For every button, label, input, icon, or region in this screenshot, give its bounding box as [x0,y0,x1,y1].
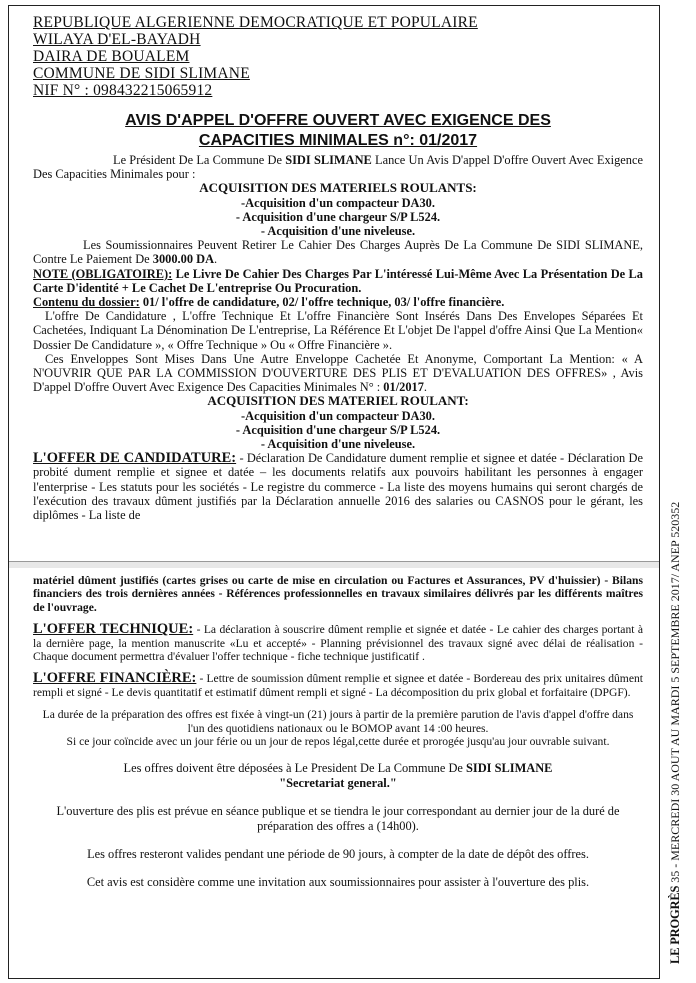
retrait-paragraph: Les Soumissionnaires Peuvent Retirer Le Cahier Des Charges Auprès De La Commune De SIDI SLIMANE, Contre Le Paiement De 3000.00 DA. [33,238,643,267]
duree-paragraph: La durée de la préparation des offres est fixée à vingt-un (21) jours à partir de la première parution de l'avis d'appel d'offre dans l'un des quotidiens nationaux ou le BOMOP avant 14 :00 heures. [42,708,634,735]
acquisition-item-3: - Acquisition d'une niveleuse. [260,224,416,239]
depot-secretariat: "Secretariat general." [279,776,397,791]
candidature-label: L'OFFER DE CANDIDATURE: [33,450,237,467]
acquisition2-item-2: - Acquisition d'une chargeur S/P L524. [235,422,441,437]
header-wilaya: WILAYA D'EL-BAYADH [33,31,201,48]
retrait-amount: 3000.00 DA [152,252,215,267]
contenu-paragraph: Contenu du dossier: 01/ l'offre de candidature, 02/ l'offre technique, 03/ l'offre financière. [33,295,505,310]
acquisition-item-1: -Acquisition d'un compacteur DA30. [241,195,435,210]
ouverture-paragraph: L'ouverture des plis est prévue en séance publique et se tiendra le jour correspondant au dernier jour de la duré de préparation des offres a (14h00). [56,804,620,834]
acquisition-item-2: - Acquisition d'une chargeur S/P L524. [235,209,441,224]
validite-paragraph: Les offres resteront valides pendant une période de 90 jours, à compter de la date de dépôt des offres. [87,847,589,862]
notice-title-line2: CAPACITIES MINIMALES n°: 01/2017 [198,132,478,149]
depot-commune: SIDI SLIMANE [466,761,553,776]
newspaper-brand: LE PROGRÈS [668,885,682,964]
financiere-label: L'OFFRE FINANCIÈRE: [33,670,197,687]
note-paragraph: NOTE (OBLIGATOIRE): Le Livre De Cahier Des Charges Par L'intéressé Lui-Même Avec La Présentation De La Carte D'identité + Le Cachet De L'entreprise Ou Procuration. [33,266,643,295]
lower-panel [9,568,659,976]
newspaper-date-ref: 35 - MERCREDI 30 AOUT AU MARDI 5 SEPTEMBRE 2017/ ANEP 520352 [668,501,682,886]
enveloppes-paragraph: L'offre De Candidature , L'offre Technique Et L'offre Financière Sont Insérés Dans Des Envelopes Séparées Et Cachetées, Indiquant La Dénomination De L'entreprise, La Référence Et L'objet De l'appel d'offre Ainsi Que La Mention« Dossier De Candidature », « Offre Technique » Ou « Offre Financière ». [33,309,643,352]
header-republic: REPUBLIQUE ALGERIENNE DEMOCRATIQUE ET POPULAIRE [33,14,478,31]
invitation-paragraph: Cet avis est considère comme une invitation aux soumissionnaires pour assister à l'ouverture des plis. [86,875,590,890]
prorogation-paragraph: Si ce jour coïncide avec un jour férie ou un jour de repos légal,cette durée et prorogée jusqu'au jour ouvrable suivant. [66,735,610,749]
header-daira: DAIRA DE BOUALEM [33,48,190,65]
technique-label: L'OFFER TECHNIQUE: [33,621,194,638]
financiere-paragraph: L'OFFRE FINANCIÈRE: - Lettre de soumission dûment remplie et signee et datée - Bordereau des prix unitaires dûment rempli et signé - Le devis quantitatif et estimatif dûment rempli et signé - La décomposition du prix global et forfaitaire (DPGF). [33,670,643,699]
intro-commune: SIDI SLIMANE [285,153,372,167]
acquisition-heading: ACQUISITION DES MATERIELS ROULANTS: [199,180,477,196]
candidature-paragraph: L'OFFER DE CANDIDATURE: - Déclaration De Candidature dument remplie et signee et datée - Déclaration De probité dument remplie et signee et datée – les documents relatifs aux pouvoirs habilitant les personnes à engager l'enterprise - Les statuts pour les sociétés - Le registre du commerce - La liste des moyens humains qui seront chargés de l'exécution des travaux dûment justifiés par la Déclaration annuelle 2016 des salaries ou CASNOS pour le gérant, les diplômes - La liste de [33,450,643,523]
notice-title-line1: AVIS D'APPEL D'OFFRE OUVERT AVEC EXIGENCE DES [125,112,551,129]
header-commune: COMMUNE DE SIDI SLIMANE [33,65,250,82]
mention-ref: 01/2017 [383,380,424,395]
acquisition2-item-3: - Acquisition d'une niveleuse. [260,437,416,452]
header-nif: NIF N° : 098432215065912 [33,82,213,99]
newspaper-sidebar-caption [668,404,683,964]
candidature-continued: matériel dûment justifiés (cartes grises ou carte de mise en circulation ou Factures et Assurances, PV d'huissier) - Bilans financiers des trois dernières années - Références professionnelles en travaux similaires délivrés par les différents maîtres de l'ouvrage. [33,574,643,614]
upper-panel [9,6,659,561]
acquisition2-heading: ACQUISITION DES MATERIEL ROULANT: [207,393,469,409]
intro-paragraph: Le Président De La Commune De SIDI SLIMANE Lance Un Avis D'appel D'offre Ouvert Avec Exigence Des Capacities Minimales pour : [33,153,643,182]
acquisition2-item-1: -Acquisition d'un compacteur DA30. [241,408,435,423]
newspaper-clipping [8,5,660,979]
technique-paragraph: L'OFFER TECHNIQUE: - La déclaration à souscrire dûment remplie et signée et datée - Le cahier des charges portant à la dernière page, la mention manuscrite «Lu et accepté» - Planning prévisionnel des travaux signé avec délai de réalisation - Chaque document permettra d'évaluer l'offer technique - fiche technique justificatif . [33,621,644,664]
mention-paragraph: Ces Enveloppes Sont Mises Dans Une Autre Enveloppe Cachetée Et Anonyme, Comportant La Mention: « A N'OUVRIR QUE PAR LA COMMISSION D'OUVERTURE DES PLIS ET D'EVALUATION DES OFFRES» , Avis D'appel D'offre Ouvert Avec Exigence Des Capacities Minimales N° : 01/2017. [33,351,643,395]
notice-title [33,111,643,151]
contenu-label: Contenu du dossier: [33,295,140,310]
note-label: NOTE (OBLIGATOIRE): [33,266,173,281]
depot-paragraph: Les offres doivent être déposées à Le President De La Commune De SIDI SLIMANE "Secretariat general." [123,761,553,791]
